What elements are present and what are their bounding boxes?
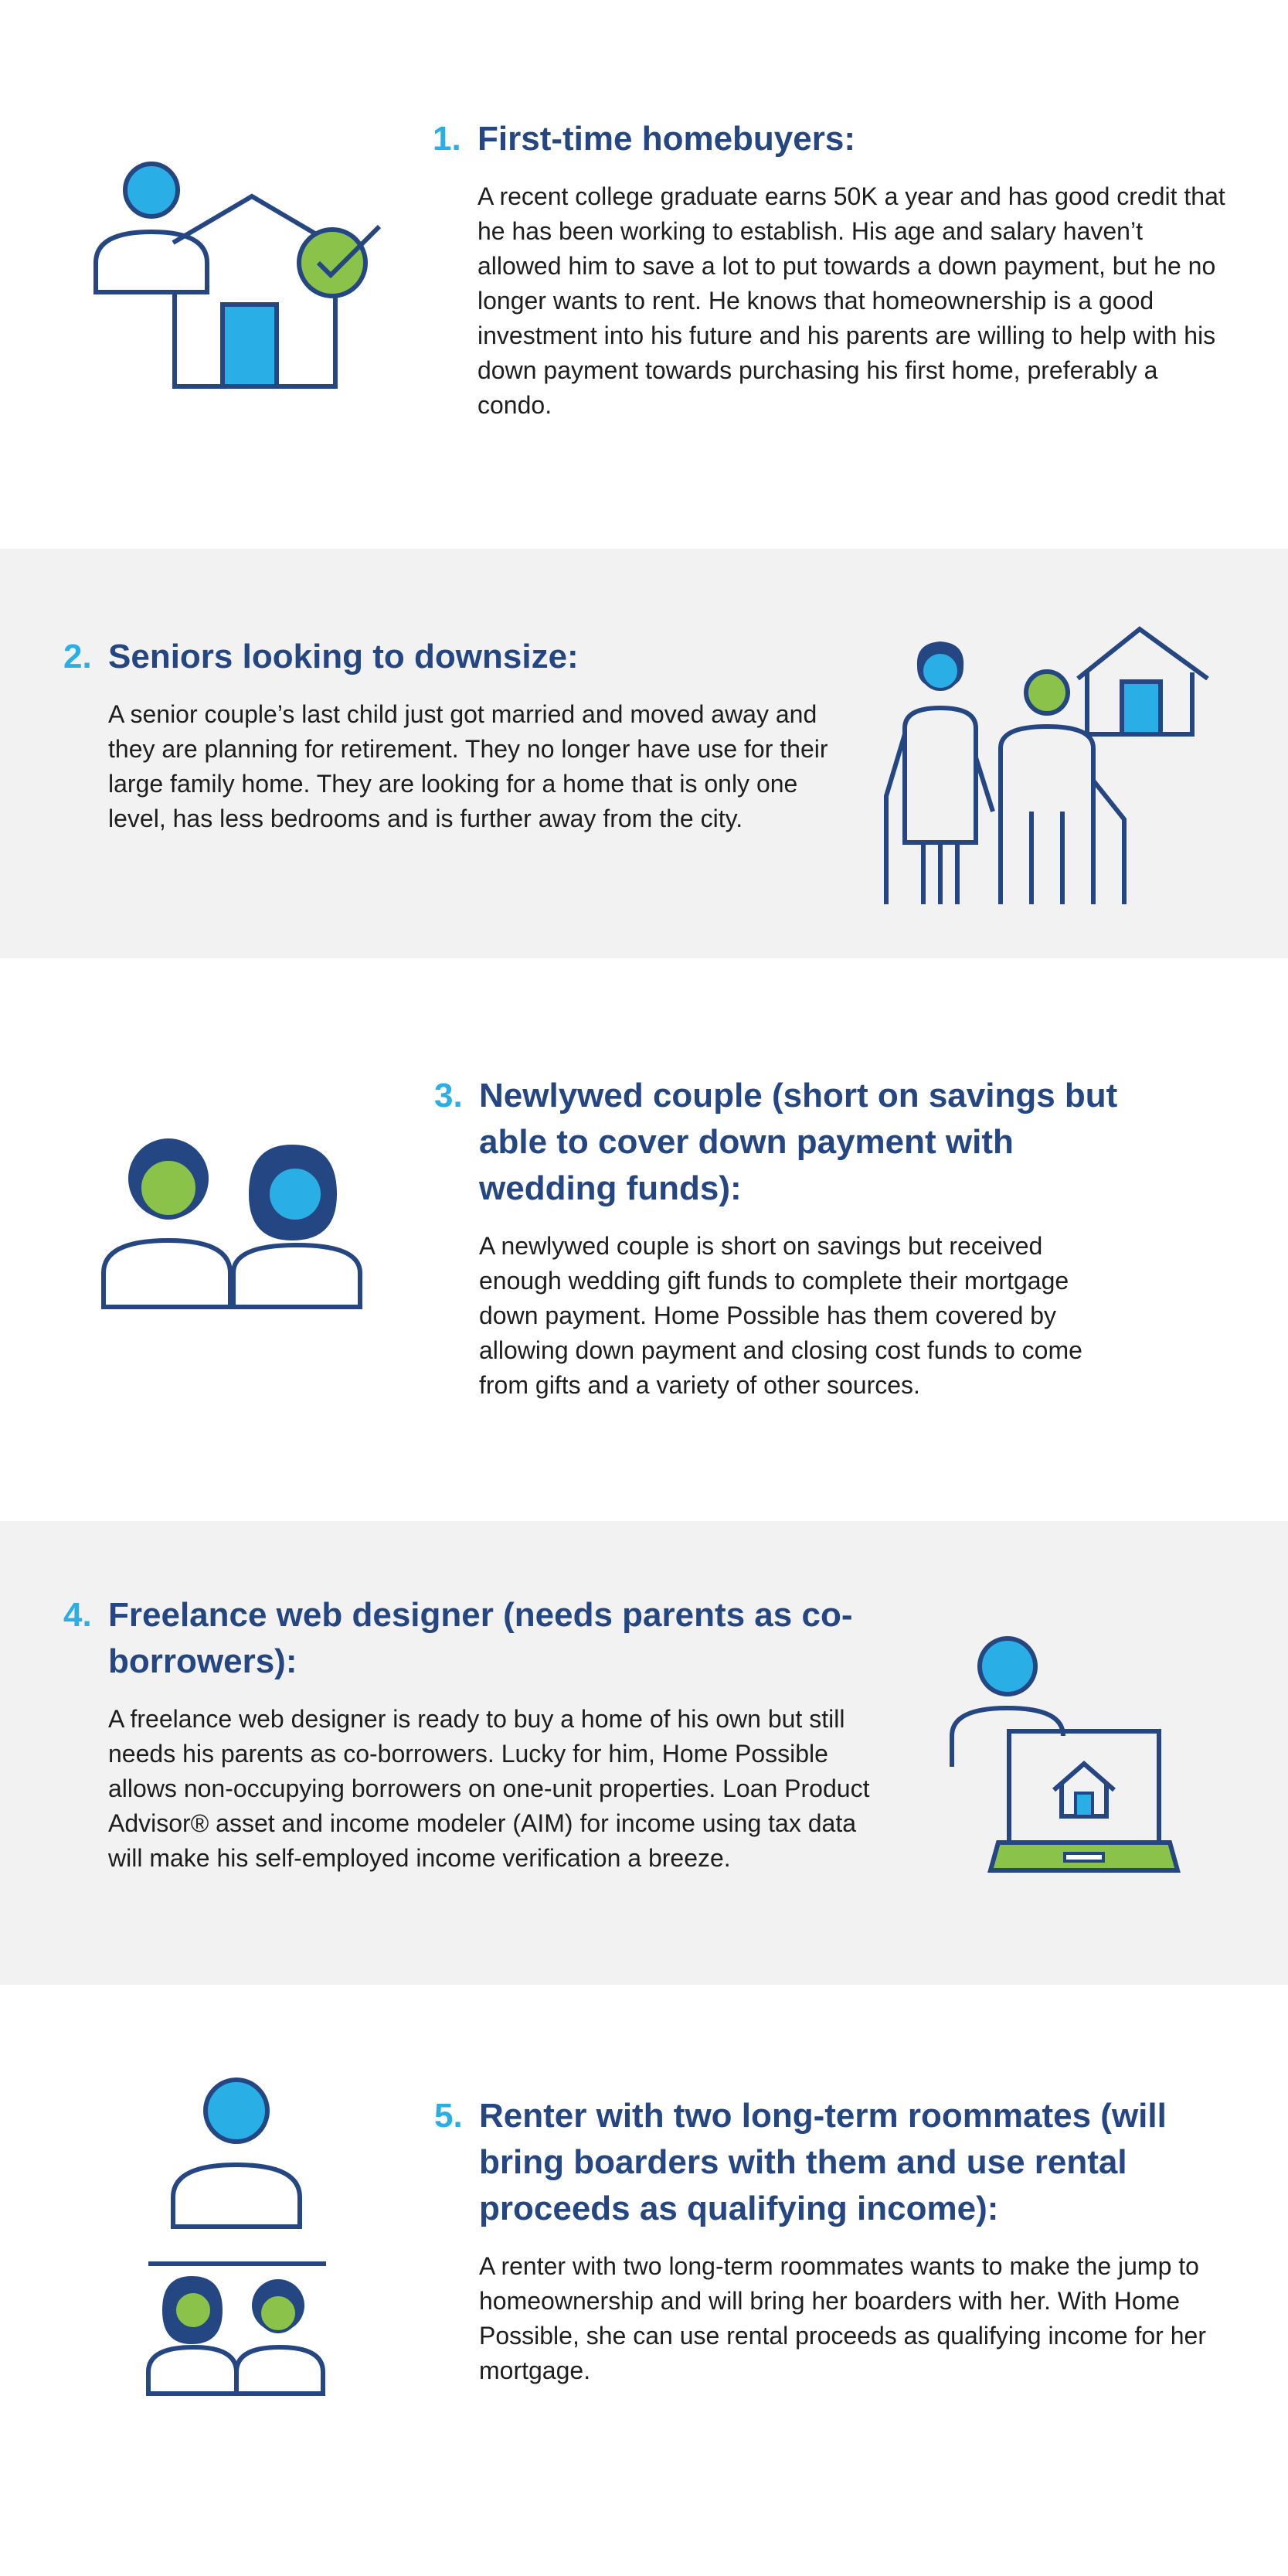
section-5-number: 5. [434, 2097, 463, 2135]
section-4-text [63, 1592, 875, 1876]
section-2-body: A senior couple’s last child just got married and moved away and they are planning for retirement. They no longer have use for their large family home. They are looking for a home that is only one level, has less bedrooms and is further away from the city. [108, 700, 828, 832]
section-3-body: A newlywed couple is short on savings but received enough wedding gift funds to complete their mortgage down payment. Home Possible has them covered by allowing down payment and closing cost funds to come from gifts and a variety of other sources. [479, 1232, 1082, 1399]
section-1-text [433, 116, 1229, 423]
section-5-body: A renter with two long-term roommates wants to make the jump to homeownership and will bring her boarders with her. With Home Possible, she can use rental proceeds as qualifying income for her mortgage. [479, 2252, 1206, 2384]
section-2-title-text: Seniors looking to downsize: [108, 638, 579, 675]
couple-icon [100, 1132, 363, 1310]
section-3-title [434, 1073, 1130, 1212]
section-3-text [434, 1073, 1130, 1403]
person-laptop-house-icon [949, 1631, 1181, 1878]
section-1-number: 1. [433, 120, 461, 158]
section-2-text [63, 634, 828, 836]
section-4-number: 4. [63, 1596, 92, 1634]
section-freelance-designer [0, 1521, 1288, 1985]
section-5-title-text: Renter with two long-term roommates (will bring boarders with them and use rental proceeds as qualifying income): [479, 2097, 1167, 2227]
section-seniors-downsize [0, 549, 1288, 958]
section-first-time-homebuyers [0, 0, 1288, 549]
section-3-number: 3. [434, 1077, 463, 1114]
section-2-title [63, 634, 828, 680]
section-renter-roommates [0, 1985, 1288, 2576]
senior-couple-house-icon [869, 611, 1209, 904]
section-1-title-text: First-time homebuyers: [477, 120, 855, 158]
section-4-title-text: Freelance web designer (needs parents as co-borrowers): [108, 1596, 853, 1680]
section-4-title [63, 1592, 875, 1685]
person-with-house-check-icon [91, 155, 385, 394]
section-1-body: A recent college graduate earns 50K a year and has good credit that he has been working to establish. His age and salary haven’t allowed him to save a lot to put towards a down payment, but he no longer wants to rent. He knows that homeownership is a good investment into his future and his parents are willing to help with his down payment towards purchasing his first home, preferably a condo. [477, 182, 1225, 419]
section-5-text [434, 2093, 1207, 2388]
section-2-number: 2. [63, 638, 92, 675]
section-5-title [434, 2093, 1207, 2232]
section-4-body: A freelance web designer is ready to buy a home of his own but still needs his parents as co-borrowers. Lucky for him, Home Possible allows non-occupying borrowers on one-unit properties. Loan Product Advisor® asset and income modeler (AIM) for income using tax data will make his self-employed income verification a breeze. [108, 1705, 870, 1872]
section-3-title-text: Newlywed couple (short on savings but able to cover down payment with wedding funds): [479, 1077, 1118, 1207]
section-newlywed-couple [0, 958, 1288, 1521]
section-1-title [433, 116, 1229, 162]
renter-with-roommates-icon [145, 2074, 331, 2398]
